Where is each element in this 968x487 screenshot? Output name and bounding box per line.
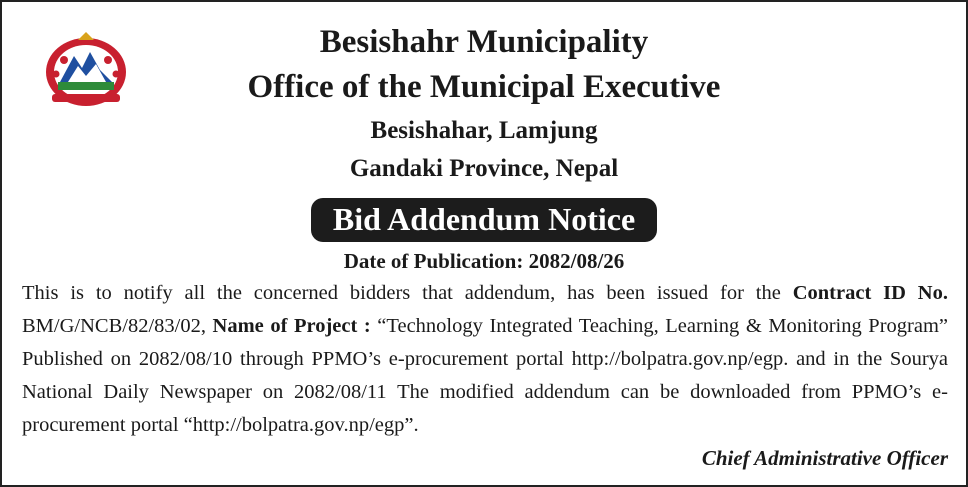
publication-date-label: Date of Publication:: [343, 249, 529, 273]
contract-id-label: Contract ID No.: [792, 282, 948, 304]
office-header: [2, 20, 966, 188]
project-name-label: Name of Project :: [212, 315, 378, 337]
office-province: Gandaki Province, Nepal: [349, 155, 619, 182]
project-description: “Technology Integrated Teaching, Learning & Monitoring Program” Published on 2082/08/10 through PPMO’s e-procurement portal http://bolpatra.gov.np/egp. and in the Sourya National Daily Newspaper on 2082/08/11 The modified addendum can be downloaded from PPMO’s e-procurement portal “http://bolpatra.gov.np/egp”.: [22, 315, 948, 436]
publication-date-value: 2082/08/26: [528, 249, 625, 273]
municipality-name: Besishahr Municipality: [319, 24, 649, 60]
signature: Chief Administrative Officer: [701, 446, 948, 470]
body-intro: This is to notify all the concerned bidders that addendum, has been issued for the: [22, 282, 793, 304]
notice-title-wrap: [2, 198, 966, 242]
office-location: Besishahar, Lamjung: [370, 117, 598, 144]
publication-date: [2, 247, 966, 275]
office-name: Office of the Municipal Executive: [247, 69, 721, 105]
notice-body: [22, 277, 948, 442]
contract-id-value: BM/G/NCB/82/83/02,: [22, 315, 213, 337]
notice-title: Bid Addendum Notice: [311, 198, 657, 242]
